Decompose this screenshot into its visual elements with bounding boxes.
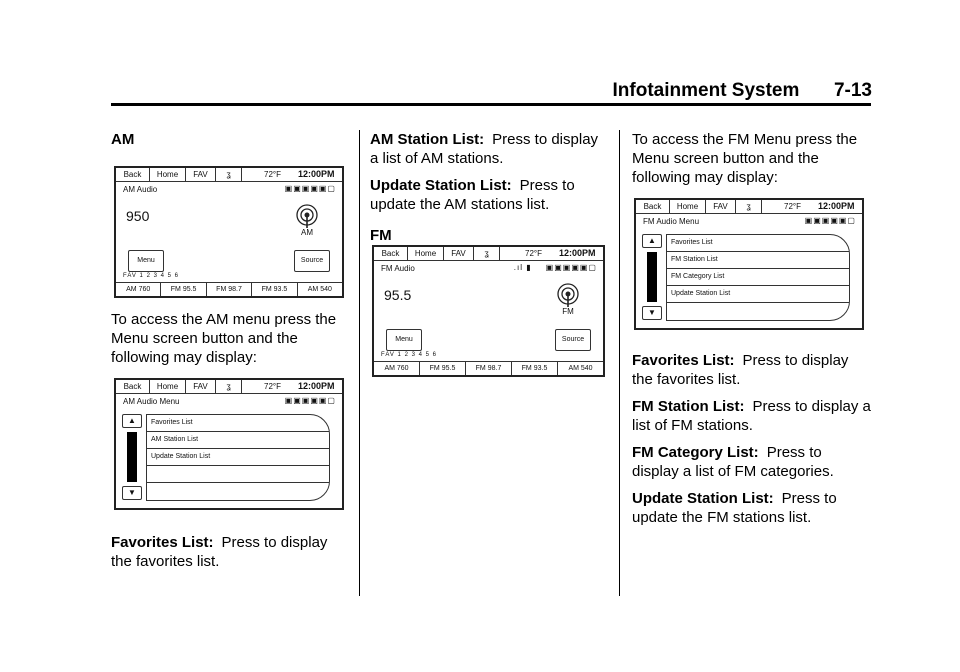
definition-item — [632, 489, 872, 527]
preset-button[interactable]: FM 98.7 — [207, 283, 252, 296]
status-icons: ▣▣▣▣▣▢ — [284, 396, 336, 405]
page-number: 7-13 — [833, 80, 872, 101]
antenna-icon — [294, 204, 320, 240]
intro-paragraph: To access the AM menu press the Menu screen button and the following may display: — [111, 311, 337, 366]
clock: 12:00PM — [559, 248, 596, 258]
definition-term: Favorites List: — [111, 534, 214, 551]
preset-button[interactable]: AM 760 — [374, 362, 420, 375]
list-item[interactable]: FM Station List — [667, 252, 849, 269]
preset-button[interactable]: AM 540 — [568, 365, 593, 372]
section-heading: AM — [111, 131, 135, 148]
preset-button[interactable]: AM 760 — [116, 283, 161, 296]
list-item[interactable]: AM Station List — [147, 432, 329, 449]
screen-title: FM Audio Menu — [643, 217, 700, 226]
list-item[interactable] — [667, 303, 849, 320]
section-heading: FM — [370, 227, 392, 244]
scrollbar[interactable] — [642, 234, 662, 320]
menu-list — [146, 414, 330, 501]
header-rule — [111, 103, 871, 106]
screen-topbar — [116, 168, 342, 182]
fm-audio-screen — [372, 245, 605, 377]
fav-button[interactable]: FAV — [186, 380, 216, 393]
preset-bar — [374, 361, 603, 375]
list-item[interactable] — [147, 483, 329, 500]
fav-button[interactable]: FAV — [186, 168, 216, 181]
definition-desc: Press to display the favorites list. — [632, 352, 849, 388]
home-button[interactable]: Home — [150, 168, 186, 181]
fm-menu-screen — [634, 198, 864, 330]
definition-item — [370, 130, 610, 168]
list-item[interactable]: Favorites List — [667, 235, 849, 252]
page-header — [604, 80, 872, 104]
fav-page-indicator: FAV 1 2 3 4 5 6 — [123, 273, 179, 279]
menu-list — [666, 234, 850, 321]
temperature: 72°F — [264, 170, 281, 179]
column-divider — [619, 130, 620, 596]
triangle-up-icon[interactable]: ▲ — [122, 414, 142, 428]
preset-button[interactable]: FM 95.5 — [420, 362, 466, 375]
source-button[interactable]: Source — [555, 329, 591, 351]
definition-item — [632, 351, 872, 389]
fav-page-indicator: FAV 1 2 3 4 5 6 — [381, 352, 437, 358]
band-label: FM — [562, 307, 574, 316]
column-1-text — [111, 310, 351, 373]
screen-topbar — [374, 247, 603, 261]
temperature: 72°F — [264, 382, 281, 391]
list-item[interactable]: FM Category List — [667, 269, 849, 286]
screen-title: AM Audio — [123, 185, 158, 194]
back-button[interactable]: Back — [636, 200, 670, 213]
antenna-icon — [555, 283, 581, 319]
definition-desc: Press to update the FM stations list. — [632, 490, 837, 526]
back-button[interactable]: Back — [116, 380, 150, 393]
triangle-down-icon[interactable]: ▼ — [642, 306, 662, 320]
definition-term: FM Station List: — [632, 398, 745, 415]
definition-item — [632, 397, 872, 435]
temperature: 72°F — [525, 249, 542, 258]
am-menu-screen — [114, 378, 344, 510]
definition-desc: Press to display a list of FM stations. — [632, 398, 871, 434]
preset-button[interactable]: FM 98.7 — [466, 362, 512, 375]
screen-title: AM Audio Menu — [123, 397, 180, 406]
fav-button[interactable]: FAV — [444, 247, 474, 260]
definition-term: Update Station List: — [632, 490, 774, 507]
column-1-items — [111, 533, 351, 577]
screen-title: FM Audio — [381, 264, 415, 273]
am-audio-screen — [114, 166, 344, 298]
fav-button[interactable]: FAV — [706, 200, 736, 213]
scroll-track[interactable] — [647, 252, 657, 302]
column-2 — [370, 130, 610, 245]
list-item[interactable]: Update Station List — [147, 449, 329, 466]
screen-topbar — [116, 380, 342, 394]
back-button[interactable]: Back — [116, 168, 150, 181]
signal-icon: .ıl ▮ — [513, 263, 532, 272]
intro-paragraph: To access the FM Menu press the Menu screen button and the following may display: — [632, 131, 858, 186]
home-button[interactable]: Home — [670, 200, 706, 213]
status-icons: .ıl ▮ ▣▣▣▣▣▢ — [513, 263, 597, 272]
station-frequency: 95.5 — [384, 287, 412, 303]
definition-term: AM Station List: — [370, 131, 485, 148]
menu-button[interactable]: Menu — [128, 250, 164, 272]
preset-button[interactable]: AM 540 — [307, 286, 332, 293]
preset-button[interactable]: FM 95.5 — [161, 283, 206, 296]
definition-desc: Press to display a list of FM categories. — [632, 444, 834, 480]
definition-desc: Press to display a list of AM stations. — [370, 131, 599, 167]
voice-icon[interactable]: ʓ — [216, 380, 242, 393]
triangle-down-icon[interactable]: ▼ — [122, 486, 142, 500]
home-button[interactable]: Home — [408, 247, 444, 260]
clock: 12:00PM — [298, 381, 335, 391]
list-item[interactable]: Update Station List — [667, 286, 849, 303]
section-title: Infotainment System — [612, 80, 800, 101]
back-button[interactable]: Back — [374, 247, 408, 260]
column-3 — [632, 130, 872, 193]
definition-item — [632, 443, 872, 481]
definition-item — [111, 533, 351, 571]
column-divider — [359, 130, 360, 596]
column-1 — [111, 130, 351, 149]
preset-button[interactable]: FM 93.5 — [252, 283, 297, 296]
triangle-up-icon[interactable]: ▲ — [642, 234, 662, 248]
scrollbar[interactable] — [122, 414, 142, 500]
definition-desc: Press to display the favorites list. — [111, 534, 328, 570]
clock: 12:00PM — [818, 201, 855, 211]
list-item[interactable]: Favorites List — [147, 415, 329, 432]
definition-term: Update Station List: — [370, 177, 512, 194]
screen-topbar — [636, 200, 862, 214]
voice-icon[interactable]: ʓ — [216, 168, 242, 181]
definition-desc: Press to update the AM stations list. — [370, 177, 575, 213]
voice-icon[interactable]: ʓ — [474, 247, 500, 260]
preset-button[interactable]: FM 93.5 — [512, 362, 558, 375]
preset-bar — [116, 282, 342, 296]
definition-term: Favorites List: — [632, 352, 735, 369]
voice-icon[interactable]: ʓ — [736, 200, 762, 213]
menu-button[interactable]: Menu — [386, 329, 422, 351]
station-frequency: 950 — [126, 208, 150, 224]
scroll-track[interactable] — [127, 432, 137, 482]
definition-item — [370, 176, 610, 214]
status-icons: ▣▣▣▣▣▢ — [284, 184, 336, 193]
clock: 12:00PM — [298, 169, 335, 179]
band-label: AM — [301, 228, 313, 237]
list-item[interactable] — [147, 466, 329, 483]
temperature: 72°F — [784, 202, 801, 211]
home-button[interactable]: Home — [150, 380, 186, 393]
column-3-items — [632, 351, 872, 533]
definition-term: FM Category List: — [632, 444, 759, 461]
source-button[interactable]: Source — [294, 250, 330, 272]
status-icons: ▣▣▣▣▣▢ — [804, 216, 856, 225]
